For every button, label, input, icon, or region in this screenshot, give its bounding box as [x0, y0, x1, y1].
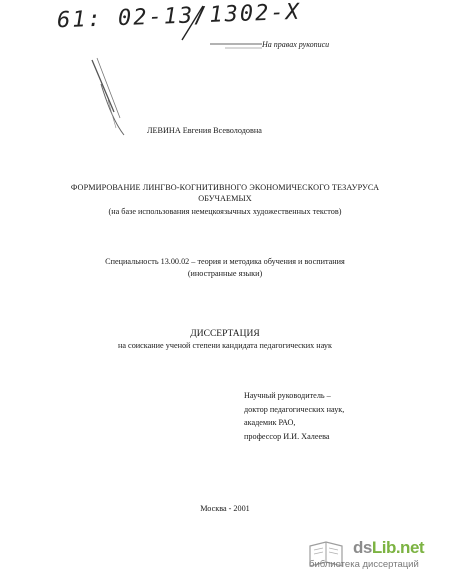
advisor-line-3: академик РАО, [244, 418, 296, 427]
advisor-line-2: доктор педагогических наук, [244, 404, 345, 414]
advisor-line-1: Научный руководитель – [244, 391, 331, 400]
specialty-field: (иностранные языки) [187, 269, 263, 278]
advisor-block [244, 389, 344, 443]
watermark-logo-text [353, 538, 424, 558]
document-type: ДИССЕРТАЦИЯ [190, 329, 260, 339]
thesis-title-line-1: ФОРМИРОВАНИЕ ЛИНГВО-КОГНИТИВНОГО ЭКОНОМИЧЕСКОГО ТЕЗАУРУСА [70, 183, 380, 192]
advisor-line-4: профессор И.И. Халеева [244, 431, 330, 441]
place-and-year: Москва - 2001 [200, 504, 250, 513]
author-name: ЛЕВИНА Евгения Всеволодовна [147, 126, 262, 135]
logo-suffix: Lib.net [371, 538, 425, 557]
logo-prefix: ds [353, 538, 372, 557]
degree-line: на соискание ученой степени кандидата педагогических наук [118, 341, 332, 350]
watermark-caption: библиотека диссертаций [309, 559, 419, 570]
specialty-line: Специальность 13.00.02 – теория и методика обучения и воспитания [105, 257, 345, 266]
handwritten-registration-number: 61: 02-13/1302-X [56, 0, 302, 34]
thesis-title-line-2: ОБУЧАЕМЫХ [198, 194, 252, 203]
rights-note: На правах рукописи [262, 40, 330, 49]
thesis-subtitle: (на базе использования немецкоязычных художественных текстов) [108, 207, 342, 216]
